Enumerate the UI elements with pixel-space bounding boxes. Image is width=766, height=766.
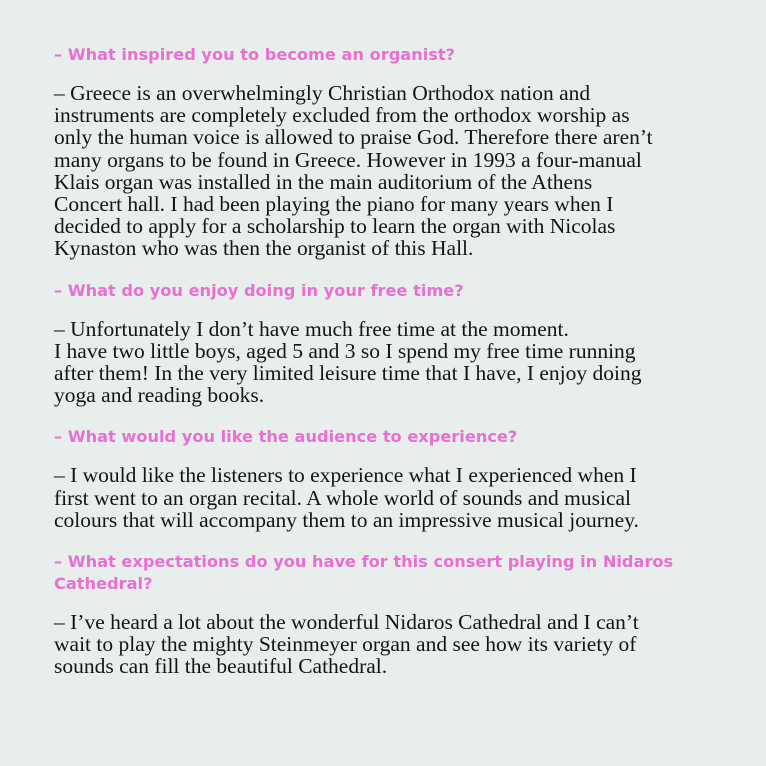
- question-heading: – What inspired you to become an organist?: [54, 45, 456, 64]
- answer-line: decided to apply for a scholarship to learn the organ with Nicolas: [54, 214, 616, 239]
- question-heading: – What expectations do you have for this consert playing in Nidaros Cathedral?: [54, 552, 674, 594]
- qa-block-1: [54, 44, 744, 260]
- answer-line: only the human voice is allowed to praise God. Therefore there aren’t: [54, 125, 653, 150]
- answer-paragraph: [54, 611, 744, 678]
- question-heading: – What would you like the audience to experience?: [54, 427, 518, 447]
- answer-line: – I would like the listeners to experience what I experienced when I: [54, 463, 637, 488]
- qa-block-2: [54, 280, 744, 407]
- answer-line: yoga and reading books.: [54, 383, 265, 408]
- answer-line: – Unfortunately I don’t have much free time at the moment.: [54, 316, 569, 341]
- answer-line: Concert hall. I had been playing the piano for many years when I: [54, 192, 614, 217]
- interview-page: [54, 44, 744, 678]
- answer-line: first went to an organ recital. A whole world of sounds and musical: [54, 485, 632, 510]
- answer-line: after them! In the very limited leisure time that I have, I enjoy doing: [54, 361, 642, 386]
- question-heading: – What do you enjoy doing in your free time?: [54, 280, 464, 300]
- answer-line: many organs to be found in Greece. However in 1993 a four-manual: [54, 147, 642, 172]
- answer-paragraph: [54, 82, 744, 260]
- qa-block-3: [54, 426, 744, 531]
- answer-line: I have two little boys, aged 5 and 3 so I spend my free time running: [54, 338, 636, 363]
- answer-line: wait to play the mighty Steinmeyer organ and see how its variety of: [54, 632, 637, 657]
- answer-line: instruments are completely excluded from the orthodox worship as: [54, 103, 630, 128]
- answer-paragraph: [54, 318, 744, 407]
- answer-line: Kynaston who was then the organist of this Hall.: [54, 236, 474, 261]
- answer-line: Klais organ was installed in the main auditorium of the Athens: [54, 169, 593, 194]
- answer-paragraph: [54, 464, 744, 531]
- answer-line: – I’ve heard a lot about the wonderful Nidaros Cathedral and I can’t: [54, 610, 639, 635]
- qa-block-4: [54, 551, 744, 678]
- answer-line: – Greece is an overwhelmingly Christian Orthodox nation and: [54, 81, 591, 105]
- answer-line: sounds can fill the beautiful Cathedral.: [54, 654, 388, 679]
- answer-line: colours that will accompany them to an impressive musical journey.: [54, 507, 639, 532]
